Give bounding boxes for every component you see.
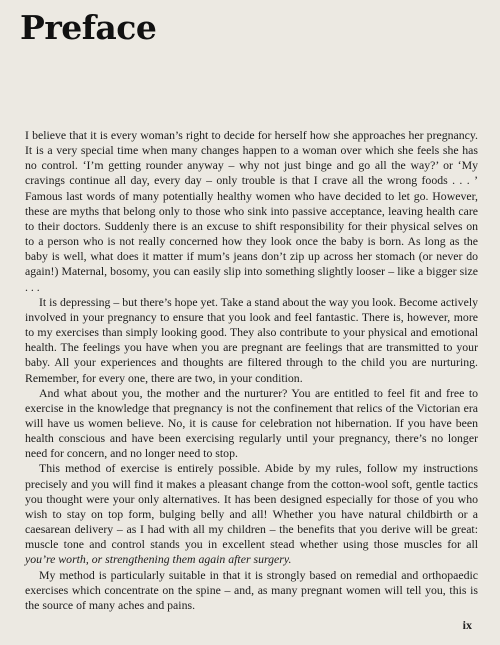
paragraph-1-text: I believe that it is every woman’s right to decide for herself how she approaches her pregnancy. It is a very special time when many changes happen to a woman over which she feels she has no control. ‘I’m getting rounder anyway – why not just binge and go all the way?’ or ‘My cravings continue all day, every day – only trouble is that I crave all the wrong foods . . . ’ Famous last words of many potentially healthy women who have decided to let go. However, these are myths that belong only to those who sink into passive acceptance, leaving health care to their doctors. Suddenly there is an excuse to shift responsibility for their physical selves on to a person who is not really concerned how they look once the baby is born. As long as the baby is well, what does it matter if mum’s jeans don’t zip up across her stomach (or never do again!) Maternal, bosomy, you can easily slip into something slightly looser – like a bigger size . . .: [25, 128, 478, 294]
page-title: Preface: [20, 8, 157, 47]
preface-body: [25, 128, 478, 613]
paragraph-3-text: And what about you, the mother and the nurturer? You are entitled to feel fit and free to exercise in the knowledge that pregnancy is not the confinement that relics of the Victorian era will have us women believe. No, it is cause for celebration not hibernation. If you have been health conscious and have been exercising regularly until your pregnancy, there’s no longer need for concern, and no longer need to stop.: [25, 385, 478, 461]
paragraph-2-text: It is depressing – but there’s hope yet. Take a stand about the way you look. Become actively involved in your pregnancy to ensure that you look and feel fantastic. There is, however, more to my exercises than simply looking good. They also contribute to your physical and emotional health. The feelings you have when you are pregnant are feelings that are transmitted to your baby. All your experiences and thoughts are filtered through to the child you are nurturing. Remember, for every one, there are two, in your condition.: [25, 294, 478, 385]
paragraph-4-italic: you’re worth, or strengthening them again after surgery.: [25, 552, 292, 567]
paragraph-2: [25, 295, 478, 386]
paragraph-3: [25, 386, 478, 462]
paragraph-4: [25, 461, 478, 567]
page-number: ix: [462, 618, 472, 632]
paragraph-1: [25, 128, 478, 295]
paragraph-5: [25, 568, 478, 613]
paragraph-5-text: My method is particularly suitable in that it is strongly based on remedial and orthopaedic exercises which concentrate on the spine – and, as many pregnant women will tell you, this is the source of many aches and pains.: [25, 567, 478, 612]
paragraph-4-text: This method of exercise is entirely possible. Abide by my rules, follow my instructions precisely and you will find it makes a pleasant change from the cotton-wool soft, gentle tactics you thought were your only alternatives. It has been designed especially for those of you who wish to stay on top form, bulging belly and all! Whether you have natural childbirth or a caesarean delivery – as I had with all my children – the benefits that you derive will be great: muscle tone and control stands you in excellent stead whether using those muscles for all: [25, 461, 478, 552]
